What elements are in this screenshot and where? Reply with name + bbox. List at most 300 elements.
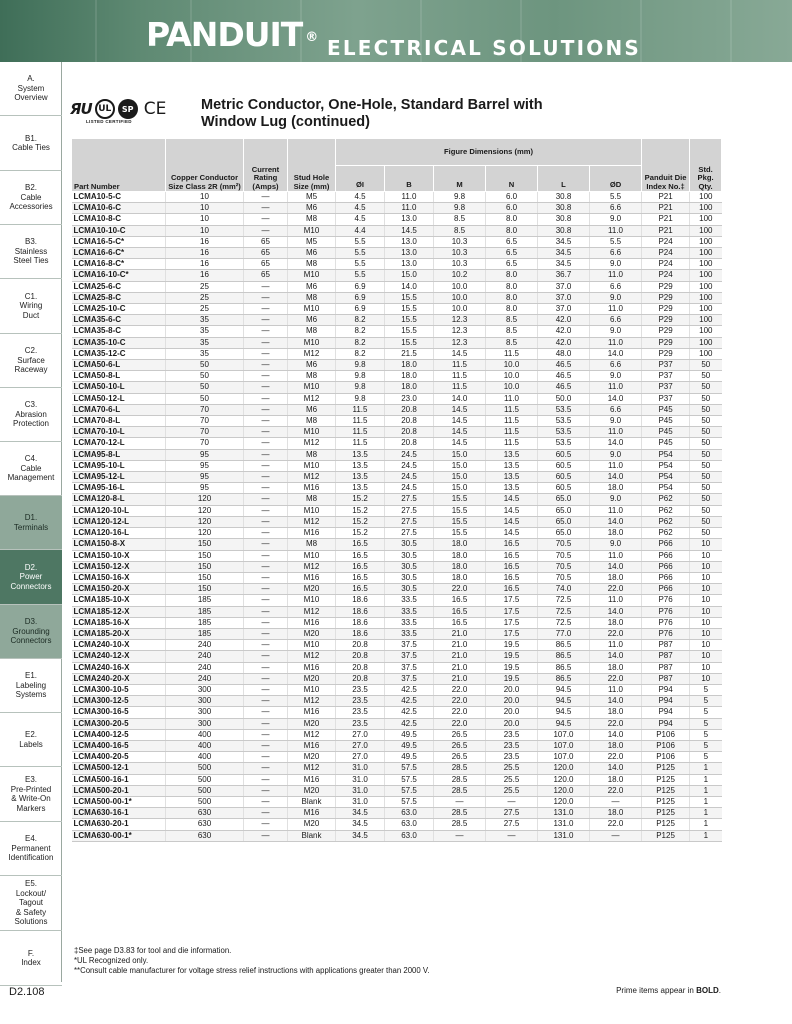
cell-dim-od: 9.0 [590, 371, 642, 382]
table-row [72, 796, 722, 807]
cell-dim-m: 16.5 [434, 606, 486, 617]
cell-die-index: P21 [642, 214, 690, 225]
cell-dim-od: 11.0 [590, 270, 642, 281]
table-row [72, 617, 722, 628]
cell-part-number: LCMA630-00-1* [72, 830, 166, 841]
cell-std-pkg-qty: 1 [690, 763, 722, 774]
cell-dim-l: 94.5 [538, 684, 590, 695]
cell-std-pkg-qty: 50 [690, 416, 722, 427]
sidebar-tab[interactable] [0, 62, 62, 116]
cell-dim-l: 30.8 [538, 225, 590, 236]
table-row [72, 259, 722, 270]
cell-part-number: LCMA25-8-C [72, 292, 166, 303]
cell-current-rating: — [244, 539, 288, 550]
cell-dim-b: 14.5 [385, 225, 434, 236]
header-banner [0, 0, 792, 62]
cell-stud-hole-size: M10 [288, 427, 336, 438]
cell-dim-n: 6.0 [486, 203, 538, 214]
cell-dim-od: 11.0 [590, 225, 642, 236]
cell-dim-oi: 18.6 [336, 595, 385, 606]
cell-current-rating: — [244, 460, 288, 471]
cell-dim-oi: 20.8 [336, 651, 385, 662]
cell-dim-oi: 6.9 [336, 281, 385, 292]
cell-dim-b: 30.5 [385, 550, 434, 561]
sidebar-tab[interactable] [0, 225, 62, 279]
cell-die-index: P62 [642, 494, 690, 505]
cell-part-number: LCMA10-10-C [72, 225, 166, 236]
cell-dim-oi: 6.9 [336, 304, 385, 315]
table-row [72, 572, 722, 583]
cell-part-number: LCMA16-8-C* [72, 259, 166, 270]
cell-part-number: LCMA120-16-L [72, 528, 166, 539]
cell-std-pkg-qty: 50 [690, 505, 722, 516]
cell-current-rating: — [244, 628, 288, 639]
cell-stud-hole-size: M8 [288, 449, 336, 460]
cell-dim-od: — [590, 796, 642, 807]
cell-dim-n: 8.0 [486, 292, 538, 303]
cell-part-number: LCMA630-16-1 [72, 808, 166, 819]
cell-std-pkg-qty: 1 [690, 830, 722, 841]
table-row [72, 236, 722, 247]
cell-dim-od: 14.0 [590, 516, 642, 527]
cell-stud-hole-size: M10 [288, 270, 336, 281]
cell-current-rating: — [244, 707, 288, 718]
cell-current-rating: — [244, 640, 288, 651]
table-row [72, 326, 722, 337]
cell-std-pkg-qty: 50 [690, 494, 722, 505]
cell-dim-n: 11.5 [486, 404, 538, 415]
cell-dim-l: 53.5 [538, 438, 590, 449]
cell-dim-b: 30.5 [385, 539, 434, 550]
cell-stud-hole-size: M16 [288, 662, 336, 673]
cell-current-rating: — [244, 505, 288, 516]
cell-dim-m: 28.5 [434, 819, 486, 830]
cell-part-number: LCMA185-16-X [72, 617, 166, 628]
cell-dim-n: 16.5 [486, 561, 538, 572]
cell-std-pkg-qty: 5 [690, 752, 722, 763]
cell-part-number: LCMA70-8-L [72, 416, 166, 427]
cell-dim-l: 70.5 [538, 561, 590, 572]
cell-dim-l: 86.5 [538, 640, 590, 651]
cell-dim-m: 22.0 [434, 684, 486, 695]
cell-current-rating: — [244, 572, 288, 583]
cell-conductor-size: 70 [166, 416, 244, 427]
cell-conductor-size: 16 [166, 236, 244, 247]
cell-stud-hole-size: M10 [288, 304, 336, 315]
table-row [72, 393, 722, 404]
cell-die-index: P37 [642, 382, 690, 393]
sidebar-tab[interactable] [0, 279, 62, 334]
table-row [72, 752, 722, 763]
cell-dim-m: 14.5 [434, 348, 486, 359]
cell-dim-oi: 5.5 [336, 248, 385, 259]
cell-dim-oi: 16.5 [336, 550, 385, 561]
cell-dim-oi: 8.2 [336, 337, 385, 348]
cell-dim-l: 72.5 [538, 606, 590, 617]
cell-dim-m: 10.3 [434, 248, 486, 259]
cell-dim-od: 9.0 [590, 449, 642, 460]
cell-dim-od: 14.0 [590, 472, 642, 483]
sidebar-tab[interactable] [0, 659, 62, 713]
cell-dim-b: 27.5 [385, 528, 434, 539]
sidebar-tab[interactable] [0, 822, 62, 876]
cell-die-index: P24 [642, 270, 690, 281]
cell-die-index: P24 [642, 259, 690, 270]
cell-conductor-size: 70 [166, 438, 244, 449]
table-row [72, 584, 722, 595]
cell-dim-n: 6.0 [486, 192, 538, 203]
cell-dim-od: 14.0 [590, 729, 642, 740]
cell-die-index: P62 [642, 528, 690, 539]
page-title [201, 97, 621, 131]
cell-dim-b: 57.5 [385, 796, 434, 807]
cell-dim-oi: 4.5 [336, 214, 385, 225]
cell-std-pkg-qty: 100 [690, 259, 722, 270]
table-row [72, 416, 722, 427]
cell-dim-b: 49.5 [385, 729, 434, 740]
cell-conductor-size: 10 [166, 214, 244, 225]
cell-conductor-size: 630 [166, 819, 244, 830]
header-stud-hole-size: Stud Hole Size (mm) [288, 139, 336, 192]
cell-dim-b: 20.8 [385, 416, 434, 427]
cell-std-pkg-qty: 50 [690, 516, 722, 527]
sidebar-tab[interactable] [0, 605, 62, 659]
cell-stud-hole-size: M16 [288, 707, 336, 718]
cell-std-pkg-qty: 100 [690, 337, 722, 348]
cell-dim-n: 17.5 [486, 606, 538, 617]
sidebar-tab[interactable] [0, 876, 62, 931]
cell-die-index: P125 [642, 785, 690, 796]
cell-dim-n: 14.5 [486, 505, 538, 516]
table-row [72, 830, 722, 841]
cell-stud-hole-size: M8 [288, 416, 336, 427]
cell-std-pkg-qty: 100 [690, 270, 722, 281]
cell-part-number: LCMA500-00-1* [72, 796, 166, 807]
table-row [72, 640, 722, 651]
cell-die-index: P76 [642, 606, 690, 617]
cell-stud-hole-size: M8 [288, 326, 336, 337]
table-row [72, 785, 722, 796]
cell-dim-od: 14.0 [590, 763, 642, 774]
cell-dim-b: 18.0 [385, 360, 434, 371]
cell-dim-od: 22.0 [590, 628, 642, 639]
cell-die-index: P29 [642, 292, 690, 303]
cell-stud-hole-size: M20 [288, 584, 336, 595]
sidebar-tab-label: C2. Surface Raceway [14, 346, 48, 375]
cell-part-number: LCMA630-20-1 [72, 819, 166, 830]
cell-dim-m: 12.3 [434, 326, 486, 337]
cell-conductor-size: 10 [166, 192, 244, 203]
cell-current-rating: — [244, 449, 288, 460]
sidebar-tab[interactable] [0, 931, 62, 986]
cell-stud-hole-size: M6 [288, 315, 336, 326]
footnotes [74, 946, 430, 976]
sidebar-tab[interactable] [0, 116, 62, 171]
sidebar-tab[interactable] [0, 442, 62, 496]
cell-dim-m: 18.0 [434, 550, 486, 561]
cell-part-number: LCMA500-16-1 [72, 774, 166, 785]
sidebar-tab[interactable] [0, 388, 62, 442]
cell-dim-od: 18.0 [590, 740, 642, 751]
cell-part-number: LCMA16-5-C* [72, 236, 166, 247]
cell-dim-n: — [486, 796, 538, 807]
cell-dim-n: 6.5 [486, 248, 538, 259]
section-title: ELECTRICAL SOLUTIONS [327, 36, 641, 60]
cell-dim-l: 94.5 [538, 718, 590, 729]
cell-die-index: P29 [642, 326, 690, 337]
cell-dim-oi: 9.8 [336, 360, 385, 371]
cell-dim-b: 15.5 [385, 326, 434, 337]
cell-dim-l: 72.5 [538, 595, 590, 606]
cell-part-number: LCMA400-12-5 [72, 729, 166, 740]
cell-current-rating: — [244, 192, 288, 203]
cell-dim-l: 74.0 [538, 584, 590, 595]
cell-dim-n: 13.5 [486, 472, 538, 483]
cell-conductor-size: 95 [166, 483, 244, 494]
cell-std-pkg-qty: 100 [690, 281, 722, 292]
cell-die-index: P87 [642, 673, 690, 684]
cell-die-index: P45 [642, 416, 690, 427]
table-row [72, 718, 722, 729]
sidebar-tab[interactable] [0, 767, 62, 822]
cell-conductor-size: 150 [166, 561, 244, 572]
cell-dim-od: 5.5 [590, 192, 642, 203]
cell-dim-l: 77.0 [538, 628, 590, 639]
cell-dim-b: 37.5 [385, 651, 434, 662]
cell-dim-m: 21.0 [434, 628, 486, 639]
cell-current-rating: — [244, 752, 288, 763]
table-row [72, 360, 722, 371]
cell-stud-hole-size: M8 [288, 259, 336, 270]
sidebar-tab[interactable] [0, 713, 62, 767]
cell-conductor-size: 500 [166, 796, 244, 807]
cell-dim-l: 94.5 [538, 696, 590, 707]
cell-dim-l: 107.0 [538, 740, 590, 751]
cell-stud-hole-size: M12 [288, 348, 336, 359]
cell-part-number: LCMA25-10-C [72, 304, 166, 315]
cell-current-rating: — [244, 595, 288, 606]
cell-std-pkg-qty: 5 [690, 707, 722, 718]
cell-dim-l: 86.5 [538, 662, 590, 673]
cell-dim-m: 22.0 [434, 696, 486, 707]
cell-dim-n: 8.0 [486, 214, 538, 225]
cell-part-number: LCMA500-12-1 [72, 763, 166, 774]
cell-current-rating: — [244, 416, 288, 427]
cell-dim-m: 15.5 [434, 494, 486, 505]
cell-std-pkg-qty: 1 [690, 785, 722, 796]
cell-dim-n: 6.5 [486, 236, 538, 247]
cell-stud-hole-size: M12 [288, 393, 336, 404]
sidebar-tab-label: E3. Pre-Printed & Write-On Markers [10, 775, 52, 813]
cell-std-pkg-qty: 100 [690, 292, 722, 303]
sidebar-tab-label: B1. Cable Ties [12, 133, 50, 152]
sidebar-tab[interactable] [0, 171, 62, 225]
cell-std-pkg-qty: 5 [690, 718, 722, 729]
table-row [72, 404, 722, 415]
cell-stud-hole-size: M12 [288, 516, 336, 527]
cell-dim-od: 18.0 [590, 483, 642, 494]
cell-dim-m: 10.3 [434, 236, 486, 247]
cell-stud-hole-size: M16 [288, 617, 336, 628]
cell-conductor-size: 240 [166, 651, 244, 662]
cell-dim-n: 16.5 [486, 584, 538, 595]
table-row [72, 292, 722, 303]
cell-conductor-size: 150 [166, 550, 244, 561]
table-row [72, 494, 722, 505]
cell-std-pkg-qty: 100 [690, 203, 722, 214]
cell-dim-oi: 13.5 [336, 449, 385, 460]
cell-dim-m: 18.0 [434, 572, 486, 583]
cell-conductor-size: 16 [166, 259, 244, 270]
sidebar-tab[interactable] [0, 550, 62, 605]
cell-stud-hole-size: M12 [288, 561, 336, 572]
cell-dim-l: 34.5 [538, 248, 590, 259]
cell-std-pkg-qty: 10 [690, 617, 722, 628]
cell-dim-oi: 27.0 [336, 740, 385, 751]
table-row [72, 729, 722, 740]
cell-dim-l: 131.0 [538, 830, 590, 841]
cell-stud-hole-size: M10 [288, 684, 336, 695]
cell-dim-oi: 20.8 [336, 640, 385, 651]
cell-dim-od: 22.0 [590, 673, 642, 684]
table-row [72, 516, 722, 527]
cell-dim-od: 11.0 [590, 684, 642, 695]
cell-dim-od: 18.0 [590, 528, 642, 539]
cell-dim-oi: 4.4 [336, 225, 385, 236]
cell-dim-b: 18.0 [385, 382, 434, 393]
cell-dim-od: 6.6 [590, 360, 642, 371]
cell-std-pkg-qty: 100 [690, 304, 722, 315]
cell-dim-n: 19.5 [486, 673, 538, 684]
cell-dim-od: 6.6 [590, 203, 642, 214]
cell-std-pkg-qty: 100 [690, 326, 722, 337]
cell-dim-b: 13.0 [385, 214, 434, 225]
cell-dim-b: 23.0 [385, 393, 434, 404]
cell-dim-l: 120.0 [538, 785, 590, 796]
cell-std-pkg-qty: 10 [690, 662, 722, 673]
cell-die-index: P94 [642, 718, 690, 729]
cell-dim-m: 14.5 [434, 438, 486, 449]
cell-dim-n: 8.5 [486, 337, 538, 348]
table-row [72, 651, 722, 662]
cell-part-number: LCMA400-16-5 [72, 740, 166, 751]
cell-dim-b: 27.5 [385, 516, 434, 527]
table-row [72, 819, 722, 830]
cell-stud-hole-size: M12 [288, 472, 336, 483]
cell-dim-od: 9.0 [590, 416, 642, 427]
table-row [72, 337, 722, 348]
header-std-pkg-qty: Std. Pkg. Qty. [690, 139, 722, 192]
cell-std-pkg-qty: 10 [690, 628, 722, 639]
cell-dim-m: 15.0 [434, 460, 486, 471]
ul-recognized-icon: ЯU [70, 100, 92, 118]
cell-die-index: P125 [642, 774, 690, 785]
header-dim-l: L [538, 166, 590, 192]
cell-conductor-size: 120 [166, 528, 244, 539]
cell-dim-m: 16.5 [434, 595, 486, 606]
sidebar-tab-label: C1. Wiring Duct [19, 291, 43, 320]
cell-dim-b: 37.5 [385, 640, 434, 651]
cell-part-number: LCMA70-6-L [72, 404, 166, 415]
cell-conductor-size: 500 [166, 774, 244, 785]
cell-dim-b: 63.0 [385, 808, 434, 819]
cell-part-number: LCMA50-12-L [72, 393, 166, 404]
cell-dim-n: 25.5 [486, 774, 538, 785]
cell-dim-oi: 16.5 [336, 561, 385, 572]
cell-dim-n: 8.0 [486, 270, 538, 281]
cell-current-rating: — [244, 819, 288, 830]
cell-part-number: LCMA240-10-X [72, 640, 166, 651]
cell-dim-b: 33.5 [385, 595, 434, 606]
sidebar-tab-label: C3. Abrasion Protection [12, 400, 50, 429]
cell-current-rating: — [244, 528, 288, 539]
cell-stud-hole-size: M6 [288, 360, 336, 371]
cell-current-rating: — [244, 561, 288, 572]
sidebar-tab[interactable] [0, 334, 62, 388]
cell-dim-l: 65.0 [538, 494, 590, 505]
cell-current-rating: — [244, 516, 288, 527]
cell-stud-hole-size: M16 [288, 774, 336, 785]
cell-dim-oi: 8.2 [336, 315, 385, 326]
cell-dim-n: 8.0 [486, 304, 538, 315]
cell-std-pkg-qty: 10 [690, 640, 722, 651]
cell-dim-od: 9.0 [590, 326, 642, 337]
cell-dim-l: 36.7 [538, 270, 590, 281]
cell-stud-hole-size: M20 [288, 673, 336, 684]
cell-dim-l: 120.0 [538, 763, 590, 774]
sidebar-tab[interactable] [0, 496, 62, 550]
cell-dim-oi: 31.0 [336, 785, 385, 796]
cell-dim-n: 14.5 [486, 494, 538, 505]
footnote-voltage-stress: **Consult cable manufacturer for voltage stress relief instructions with applications greater than 2000 V. [74, 966, 430, 975]
cell-current-rating: 65 [244, 270, 288, 281]
cell-dim-m: 15.0 [434, 449, 486, 460]
cell-dim-od: 11.0 [590, 304, 642, 315]
cell-dim-od: 14.0 [590, 348, 642, 359]
footnote-ul-recognized: *UL Recognized only. [74, 956, 149, 965]
cell-conductor-size: 35 [166, 337, 244, 348]
cell-dim-b: 33.5 [385, 617, 434, 628]
cell-std-pkg-qty: 100 [690, 192, 722, 203]
cell-std-pkg-qty: 50 [690, 360, 722, 371]
table-row [72, 192, 722, 203]
cell-dim-l: 30.8 [538, 192, 590, 203]
cell-dim-b: 37.5 [385, 673, 434, 684]
cell-conductor-size: 95 [166, 472, 244, 483]
prime-note-bold: BOLD [696, 986, 719, 995]
cell-dim-l: 60.5 [538, 483, 590, 494]
cell-stud-hole-size: M5 [288, 192, 336, 203]
cell-current-rating: — [244, 684, 288, 695]
cell-current-rating: 65 [244, 259, 288, 270]
cell-dim-m: 22.0 [434, 718, 486, 729]
cell-stud-hole-size: M20 [288, 752, 336, 763]
cell-part-number: LCMA95-12-L [72, 472, 166, 483]
sidebar-tab-label: F. Index [21, 948, 41, 967]
cell-dim-od: 11.0 [590, 427, 642, 438]
cell-dim-oi: 6.9 [336, 292, 385, 303]
cell-dim-n: 19.5 [486, 651, 538, 662]
table-row [72, 606, 722, 617]
cell-dim-m: 9.8 [434, 203, 486, 214]
cell-dim-n: 23.5 [486, 752, 538, 763]
cell-part-number: LCMA240-16-X [72, 662, 166, 673]
cell-die-index: P29 [642, 281, 690, 292]
cell-dim-oi: 34.5 [336, 830, 385, 841]
cell-dim-m: 21.0 [434, 662, 486, 673]
cell-std-pkg-qty: 50 [690, 404, 722, 415]
cell-dim-l: 30.8 [538, 203, 590, 214]
